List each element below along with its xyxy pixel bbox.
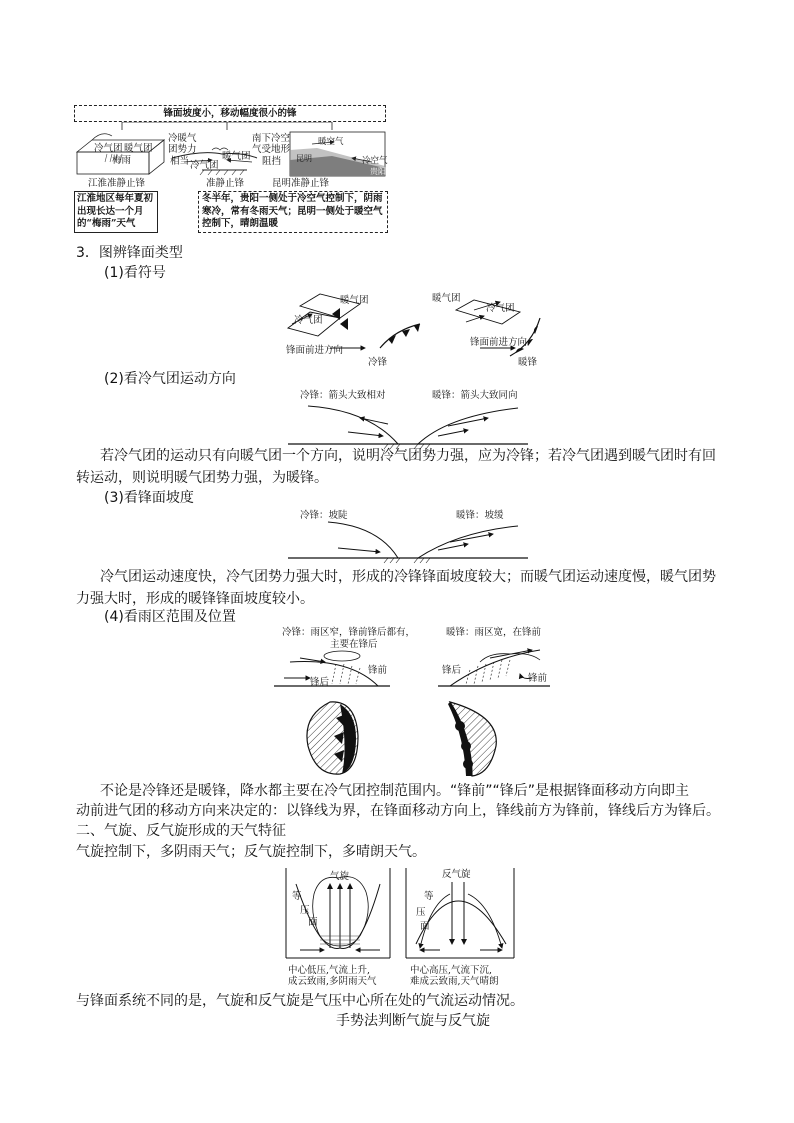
sub2-heading: (2)看冷气团运动方向 bbox=[104, 371, 236, 387]
gesture-title: 手势法判断气旋与反气旋 bbox=[336, 1013, 490, 1029]
fig1-warm-mass-left: 暖气团 bbox=[340, 295, 369, 306]
cold-mass-direction-figure bbox=[288, 400, 528, 450]
fig2-cold-label: 冷锋：箭头大致相对 bbox=[300, 390, 386, 401]
mid-cold-warm: 冷暖气 bbox=[168, 133, 197, 144]
para5: 与锋面系统不同的是，气旋和反气旋是气压中心所在处的气流运动情况。 bbox=[76, 993, 524, 1009]
right-guiyang: 贵阳 bbox=[370, 167, 386, 176]
figure-banner bbox=[74, 105, 386, 122]
fig5-isobar-left-3: 面 bbox=[308, 917, 318, 928]
note-left-box bbox=[74, 191, 158, 233]
para4-line2: 动前进气团的移动方向来决定的：以锋线为界，在锋面移动方向上，锋线前方为锋前，锋线后方为锋后。 bbox=[76, 803, 720, 819]
fig4-warm-label: 暖锋：雨区宽，在锋前 bbox=[446, 627, 542, 638]
fig5-anticyclone: 反气旋 bbox=[442, 869, 471, 880]
fig1-warm-front: 暖锋 bbox=[518, 357, 538, 368]
fig1-cold-front: 冷锋 bbox=[368, 357, 388, 368]
fig4-front-after-cold: 锋后 bbox=[310, 677, 330, 688]
fig5-isobar-left-1: 等 bbox=[292, 891, 302, 902]
front-slope-figure bbox=[288, 518, 528, 564]
mid-cold: 冷气团 bbox=[190, 160, 219, 171]
rain-area-plan-figure bbox=[300, 696, 510, 780]
left-rain-label: 梅雨 bbox=[112, 155, 132, 166]
para3-line2: 力强大时，形成的暖锋锋面坡度较小。 bbox=[76, 591, 314, 607]
fig5-cap-right-1: 中心高压,气流下沉, bbox=[410, 965, 493, 976]
fig5-isobar-right-2: 压 bbox=[416, 907, 426, 918]
left-cold-label: 冷气团 bbox=[94, 143, 123, 154]
section2-line: 气旋控制下，多阴雨天气；反气旋控制下，多晴朗天气。 bbox=[76, 844, 426, 860]
fig3-warm-label: 暖锋：坡缓 bbox=[456, 510, 504, 521]
left-warm-label: 暖气团 bbox=[124, 143, 153, 154]
fig4-cold-label-1: 冷锋：雨区窄，锋前锋后都有， bbox=[282, 627, 416, 638]
fig5-cap-left-1: 中心低压,气流上升, bbox=[288, 965, 371, 976]
note-right-text: 冬半年，贵阳一侧处于冷空气控制下，阴雨寒冷，常有冬雨天气；昆明一侧处于暖空气控制下，晴朗温暖 bbox=[202, 193, 383, 229]
para2-line1: 若冷气团的运动只有向暖气团一个方向，说明冷气团势力强，应为冷锋；若冷气团遇到暖气团时有回 bbox=[100, 448, 716, 464]
fig1-cold-mass-right: 冷气团 bbox=[486, 303, 515, 314]
section3-title: 3．图辨锋面类型 bbox=[76, 245, 183, 261]
section2-title: 二、气旋、反气旋形成的天气特征 bbox=[76, 823, 286, 839]
right-kunming: 昆明 bbox=[296, 154, 312, 163]
fig5-cyclone: 气旋 bbox=[330, 871, 350, 882]
fig4-front-after-warm: 锋后 bbox=[442, 665, 462, 676]
fig5-isobar-right-1: 等 bbox=[424, 891, 434, 902]
fig1-advance-left: 锋面前进方向 bbox=[286, 345, 344, 356]
mid-terrain: 气受地形 bbox=[252, 144, 291, 155]
fig5-isobar-right-3: 面 bbox=[420, 921, 430, 932]
mid-balanced: 相当 bbox=[170, 156, 190, 167]
banner-text: 锋面坡度小，移动幅度很小的锋 bbox=[163, 108, 297, 119]
fig1-cold-mass-left: 冷气团 bbox=[294, 315, 323, 326]
fig5-cap-left-2: 成云致雨,多阴雨天气 bbox=[288, 976, 377, 987]
fig3-cold-label: 冷锋：坡陡 bbox=[300, 510, 348, 521]
right-cold-air: 冷空气 bbox=[362, 156, 388, 166]
fig4-front-before-cold: 锋前 bbox=[368, 665, 388, 676]
para3-line1: 冷气团运动速度快，冷气团势力强大时，形成的冷锋锋面坡度较大；而暖气团运动速度慢，暖气团势 bbox=[100, 569, 716, 585]
sub4-heading: (4)看雨区范围及位置 bbox=[104, 609, 236, 625]
para2-line2: 转运动，则说明暖气团势力强，为暖锋。 bbox=[76, 470, 328, 486]
caption-kunming: 昆明准静止锋 bbox=[272, 178, 330, 189]
mid-equal-force: 团势力 bbox=[168, 144, 197, 155]
fig1-warm-mass-right: 暖气团 bbox=[432, 293, 461, 304]
mid-warm: 暖气团 bbox=[222, 151, 251, 162]
fig4-front-before-warm: 锋前 bbox=[528, 673, 548, 684]
mid-south-cold: 南下冷空 bbox=[252, 133, 291, 144]
right-warm-air: 暖空气 bbox=[318, 137, 344, 147]
note-right-box bbox=[198, 191, 388, 233]
front-symbol-figure bbox=[270, 286, 560, 370]
caption-jianghuai: 江淮准静止锋 bbox=[88, 178, 146, 189]
note-left-text: 江淮地区每年夏初出现长达一个月的“梅雨”天气 bbox=[77, 193, 154, 229]
fig5-isobar-left-2: 压 bbox=[300, 905, 310, 916]
fig4-cold-label-2: 主要在锋后 bbox=[330, 639, 378, 650]
fig2-warm-label: 暖锋：箭头大致同向 bbox=[432, 390, 518, 401]
fig5-cap-right-2: 难成云致雨,天气晴朗 bbox=[410, 976, 499, 987]
caption-quasi: 准静止锋 bbox=[206, 178, 245, 189]
sub1-heading: (1)看符号 bbox=[104, 265, 166, 281]
fig1-advance-right: 锋面前进方向 bbox=[470, 337, 528, 348]
mid-blocked: 阻挡 bbox=[262, 156, 282, 167]
sub3-heading: (3)看锋面坡度 bbox=[104, 490, 194, 506]
para4-line1: 不论是冷锋还是暖锋，降水都主要在冷气团控制范围内。“锋前”“锋后”是根据锋面移动方向即主 bbox=[100, 783, 690, 799]
quasi-stationary-front-figure bbox=[72, 103, 390, 235]
